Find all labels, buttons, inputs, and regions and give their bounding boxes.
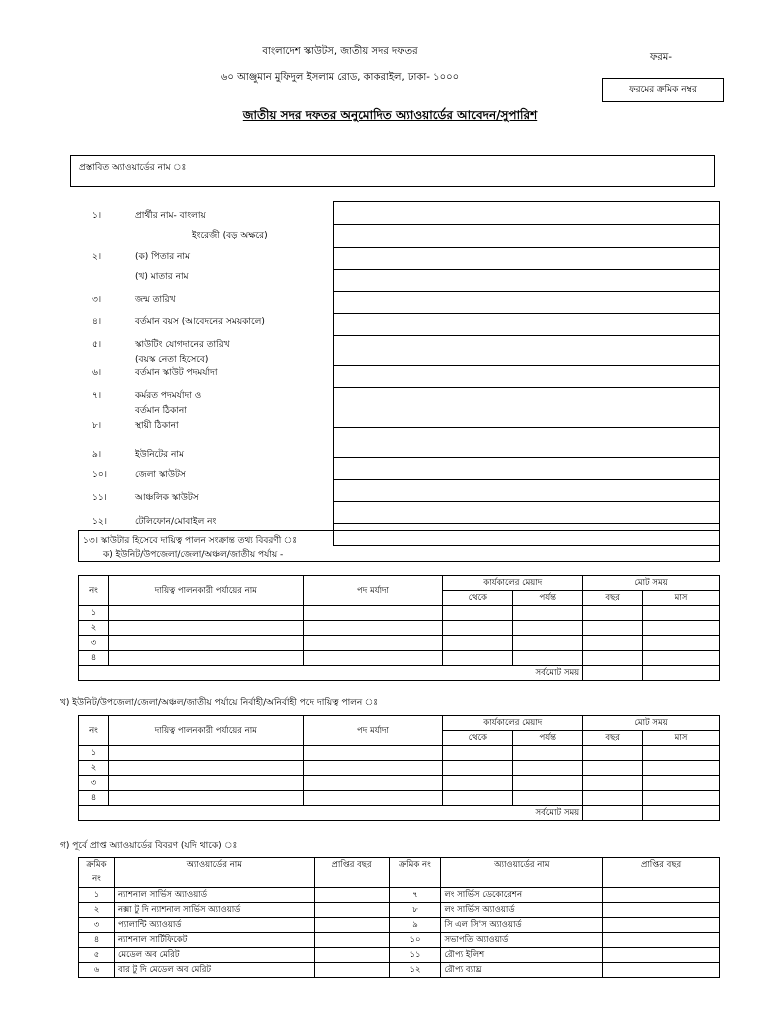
field-number: ১২। xyxy=(92,517,107,527)
field-number: ২। xyxy=(92,252,102,262)
col-header-rank: পদ মর্যাদা xyxy=(303,576,443,606)
col-header-award: অ্যাওয়ার্ডের নাম xyxy=(114,858,314,888)
table-row xyxy=(79,903,720,918)
row-cell[interactable] xyxy=(583,606,643,621)
field-number: ৪। xyxy=(92,317,102,327)
col-header-rank: পদ মর্যাদা xyxy=(303,716,443,746)
field-label: স্কাউটিং যোগদানের তারিখ (বয়স্ক নেতা হিসেবে) xyxy=(135,340,230,365)
award-serial: ৭ xyxy=(389,888,441,903)
award-name: রৌপ্য ব্যাঘ্র xyxy=(441,963,603,978)
table-row xyxy=(79,761,720,776)
row-cell[interactable] xyxy=(643,791,720,806)
row-cell[interactable] xyxy=(108,606,303,621)
grand-total-year[interactable] xyxy=(583,806,643,821)
field-label-line2: বর্তমান ঠিকানা xyxy=(135,406,187,416)
award-name: রৌপ্য ইলিশ xyxy=(441,948,603,963)
award-serial: ৩ xyxy=(79,918,115,933)
org-name: বাংলাদেশ স্কাউটস, জাতীয় সদর দফতর xyxy=(262,46,418,57)
award-name: ন্যাশনাল সার্ভিস অ্যাওয়ার্ড xyxy=(114,888,314,903)
grand-total-label: সর্বমোট সময় xyxy=(79,666,583,681)
row-cell[interactable] xyxy=(643,621,720,636)
row-number: ৩ xyxy=(79,636,109,651)
field-label: টেলিফোন/মোবাইল নং xyxy=(135,517,217,527)
award-serial: ১০ xyxy=(389,933,441,948)
award-serial: ৯ xyxy=(389,918,441,933)
section-13-title: ১৩। স্কাউটার হিসেবে দায়িত্ব পালন সংক্রান্ত তথ্য বিবরণী ঃ xyxy=(83,536,298,546)
field-label: আঞ্চলিক স্কাউটস xyxy=(135,493,199,503)
row-cell[interactable] xyxy=(443,651,513,666)
award-year[interactable] xyxy=(603,933,720,948)
row-cell[interactable] xyxy=(583,651,643,666)
field-input-cell[interactable] xyxy=(334,336,719,366)
award-name: সভাপতি অ্যাওয়ার্ড xyxy=(441,933,603,948)
row-cell[interactable] xyxy=(643,746,720,761)
grand-total-month[interactable] xyxy=(643,806,720,821)
row-number: ১ xyxy=(79,746,109,761)
field-input-cell[interactable] xyxy=(334,388,719,428)
award-year[interactable] xyxy=(314,963,389,978)
row-cell[interactable] xyxy=(583,791,643,806)
table-row xyxy=(79,621,720,636)
col-header-year: প্রাপ্তির বছর xyxy=(314,858,389,888)
award-year[interactable] xyxy=(314,933,389,948)
award-name: সি এল সি'স অ্যাওয়ার্ড xyxy=(441,918,603,933)
form-serial-box: ফরমের ক্রমিক নম্বর xyxy=(602,78,724,102)
award-serial: ৮ xyxy=(389,903,441,918)
row-cell[interactable] xyxy=(303,761,443,776)
field-label: জন্ম তারিখ xyxy=(135,295,176,305)
field-number: ৫। xyxy=(92,340,102,350)
row-cell[interactable] xyxy=(443,606,513,621)
row-number: ৩ xyxy=(79,776,109,791)
row-cell[interactable] xyxy=(108,651,303,666)
row-cell[interactable] xyxy=(513,606,583,621)
form-label: ফরম- xyxy=(650,52,672,63)
col-header-sub: বছর xyxy=(583,591,643,606)
row-cell[interactable] xyxy=(443,636,513,651)
table-row xyxy=(79,651,720,666)
table-row xyxy=(79,606,720,621)
award-name: ন্যাশনাল সার্টিফিকেট xyxy=(114,933,314,948)
col-header-sub: বছর xyxy=(583,731,643,746)
row-cell[interactable] xyxy=(643,651,720,666)
row-cell[interactable] xyxy=(513,636,583,651)
field-label: বর্তমান বয়স (আবেদনের সময়কালে) xyxy=(135,317,265,327)
award-serial: ৪ xyxy=(79,933,115,948)
grand-total-year[interactable] xyxy=(583,666,643,681)
col-header-sub: মাস xyxy=(643,731,720,746)
section-13-ka: ক) ইউনিট/উপজেলা/জেলা/অঞ্চল/জাতীয় পর্যায় - xyxy=(103,550,284,560)
table-row xyxy=(79,791,720,806)
col-header-period: কার্যকালের মেয়াদ xyxy=(443,716,583,731)
award-name: নক্সা টু দি ন্যাশনাল সার্ভিস অ্যাওয়ার্ড xyxy=(114,903,314,918)
row-cell[interactable] xyxy=(583,761,643,776)
field-label: (ক) পিতার নাম xyxy=(135,252,191,262)
col-header-total: মোট সময় xyxy=(583,716,720,731)
col-header-sub: থেকে xyxy=(443,731,513,746)
col-header-serial: ক্রমিক নং xyxy=(79,858,115,888)
row-cell[interactable] xyxy=(108,636,303,651)
row-cell[interactable] xyxy=(108,776,303,791)
row-cell[interactable] xyxy=(303,606,443,621)
section-kha-title: খ) ইউনিট/উপজেলা/জেলা/অঞ্চল/জাতীয় পর্যায়ে নির্বাহী/অনির্বাহী পদে দায়িত্ব পালন ঃ xyxy=(60,698,379,708)
col-header-no: নং xyxy=(79,716,109,746)
field-number: ১১। xyxy=(92,493,107,503)
field-input-cell[interactable] xyxy=(334,458,719,480)
field-input-cell[interactable] xyxy=(334,202,719,225)
row-cell[interactable] xyxy=(583,746,643,761)
table-row xyxy=(79,636,720,651)
award-year[interactable] xyxy=(603,948,720,963)
award-year[interactable] xyxy=(314,948,389,963)
row-cell[interactable] xyxy=(108,746,303,761)
row-cell[interactable] xyxy=(443,746,513,761)
table-row xyxy=(79,963,720,978)
award-name: লং সার্ভিস ডেকোরেশন xyxy=(441,888,603,903)
row-cell[interactable] xyxy=(583,621,643,636)
row-cell[interactable] xyxy=(303,636,443,651)
award-name: লং সার্ভিস অ্যাওয়ার্ড xyxy=(441,903,603,918)
table-row xyxy=(79,776,720,791)
field-input-cell[interactable] xyxy=(334,292,719,314)
col-header-year-2: প্রাপ্তির বছর xyxy=(603,858,720,888)
row-cell[interactable] xyxy=(513,791,583,806)
field-label: ইংরেজী (বড় অক্ষরে) xyxy=(192,231,268,241)
field-label: (খ) মাতার নাম xyxy=(135,272,189,282)
table-row xyxy=(79,888,720,903)
field-input-cell[interactable] xyxy=(334,428,719,458)
row-cell[interactable] xyxy=(643,761,720,776)
applicant-field-inputs[interactable] xyxy=(333,201,720,546)
field-number: ৯। xyxy=(92,450,102,460)
duty-table-unit xyxy=(78,575,720,681)
row-number: ৪ xyxy=(79,651,109,666)
award-name: বার টু দি মেডেল অব মেরিট xyxy=(114,963,314,978)
field-input-cell[interactable] xyxy=(334,502,719,524)
award-year[interactable] xyxy=(603,903,720,918)
row-cell[interactable] xyxy=(303,651,443,666)
duty-table-executive xyxy=(78,715,720,821)
col-header-sub: পর্যন্ত xyxy=(513,731,583,746)
award-year[interactable] xyxy=(314,888,389,903)
col-header-sub: থেকে xyxy=(443,591,513,606)
row-number: ১ xyxy=(79,606,109,621)
field-input-cell[interactable] xyxy=(334,480,719,502)
award-name: প্যালান্টি অ্যাওয়ার্ড xyxy=(114,918,314,933)
row-cell[interactable] xyxy=(583,636,643,651)
field-input-cell[interactable] xyxy=(334,366,719,388)
award-serial: ১১ xyxy=(389,948,441,963)
row-cell[interactable] xyxy=(513,651,583,666)
row-number: ২ xyxy=(79,621,109,636)
previous-awards-table xyxy=(78,857,720,978)
award-year[interactable] xyxy=(603,918,720,933)
org-address: ৬০ আঞ্জুমান মুফিদুল ইসলাম রোড, কাকরাইল, ঢাকা- ১০০০ xyxy=(220,72,460,83)
field-number: ৭। xyxy=(92,391,102,401)
award-year[interactable] xyxy=(603,963,720,978)
row-cell[interactable] xyxy=(643,606,720,621)
grand-total-label: সর্বমোট সময় xyxy=(79,806,583,821)
award-serial: ১ xyxy=(79,888,115,903)
col-header-no: নং xyxy=(79,576,109,606)
field-label: স্থায়ী ঠিকানা xyxy=(135,421,179,431)
col-header-total: মোট সময় xyxy=(583,576,720,591)
field-label: কর্মরত পদমর্যাদা ও বর্তমান ঠিকানা xyxy=(135,391,202,416)
row-cell[interactable] xyxy=(513,746,583,761)
award-serial: ৫ xyxy=(79,948,115,963)
field-number: ৩। xyxy=(92,295,102,305)
page-title: জাতীয় সদর দফতর অনুমোদিত অ্যাওয়ার্ডের আবেদন/সুপারিশ xyxy=(242,108,538,122)
field-label: বর্তমান স্কাউট পদমর্যাদা xyxy=(135,368,218,378)
award-year[interactable] xyxy=(314,918,389,933)
table-row xyxy=(79,746,720,761)
row-cell[interactable] xyxy=(513,621,583,636)
col-header-sub: মাস xyxy=(643,591,720,606)
field-number: ১০। xyxy=(92,470,107,480)
field-input-cell[interactable] xyxy=(334,248,719,270)
table-row xyxy=(79,933,720,948)
col-header-level: দায়িত্ব পালনকারী পর্যায়ের নাম xyxy=(108,716,303,746)
col-header-serial-2: ক্রমিক নং xyxy=(389,858,441,888)
row-cell[interactable] xyxy=(513,761,583,776)
section-ga-title: গ) পূর্বে প্রাপ্ত অ্যাওয়ার্ডের বিবরণ (যদি থাকে) ঃ xyxy=(60,841,238,851)
proposed-award-label: প্রস্তাবিত অ্যাওয়ার্ডের নাম ঃ xyxy=(79,163,187,173)
award-name: মেডেল অব মেরিট xyxy=(114,948,314,963)
field-label: জেলা স্কাউটস xyxy=(135,470,186,480)
field-label-line2: (বয়স্ক নেতা হিসেবে) xyxy=(135,355,209,365)
field-label: ইউনিটের নাম xyxy=(135,450,184,460)
row-cell[interactable] xyxy=(443,621,513,636)
award-year[interactable] xyxy=(314,903,389,918)
award-serial: ১২ xyxy=(389,963,441,978)
col-header-sub: পর্যন্ত xyxy=(513,591,583,606)
row-cell[interactable] xyxy=(303,791,443,806)
row-number: ৪ xyxy=(79,791,109,806)
proposed-award-box[interactable] xyxy=(70,155,715,187)
row-cell[interactable] xyxy=(443,791,513,806)
row-cell[interactable] xyxy=(108,761,303,776)
field-label: প্রার্থীর নাম- বাংলায় xyxy=(135,211,206,221)
col-header-period: কার্যকালের মেয়াদ xyxy=(443,576,583,591)
field-input-cell[interactable] xyxy=(334,225,719,248)
grand-total-month[interactable] xyxy=(643,666,720,681)
row-cell[interactable] xyxy=(643,776,720,791)
field-input-cell[interactable] xyxy=(334,314,719,336)
field-number: ৮। xyxy=(92,421,102,431)
award-year[interactable] xyxy=(603,888,720,903)
row-cell[interactable] xyxy=(303,621,443,636)
row-cell[interactable] xyxy=(108,621,303,636)
col-header-level: দায়িত্ব পালনকারী পর্যায়ের নাম xyxy=(108,576,303,606)
row-number: ২ xyxy=(79,761,109,776)
row-cell[interactable] xyxy=(443,761,513,776)
row-cell[interactable] xyxy=(443,776,513,791)
award-serial: ২ xyxy=(79,903,115,918)
section-13-box xyxy=(78,530,720,562)
field-number: ১। xyxy=(92,211,102,221)
row-cell[interactable] xyxy=(513,776,583,791)
row-cell[interactable] xyxy=(303,776,443,791)
award-serial: ৬ xyxy=(79,963,115,978)
field-input-cell[interactable] xyxy=(334,270,719,292)
field-number: ৬। xyxy=(92,368,102,378)
row-cell[interactable] xyxy=(643,636,720,651)
table-row xyxy=(79,918,720,933)
row-cell[interactable] xyxy=(583,776,643,791)
table-row xyxy=(79,948,720,963)
row-cell[interactable] xyxy=(303,746,443,761)
row-cell[interactable] xyxy=(108,791,303,806)
col-header-award-2: অ্যাওয়ার্ডের নাম xyxy=(441,858,603,888)
